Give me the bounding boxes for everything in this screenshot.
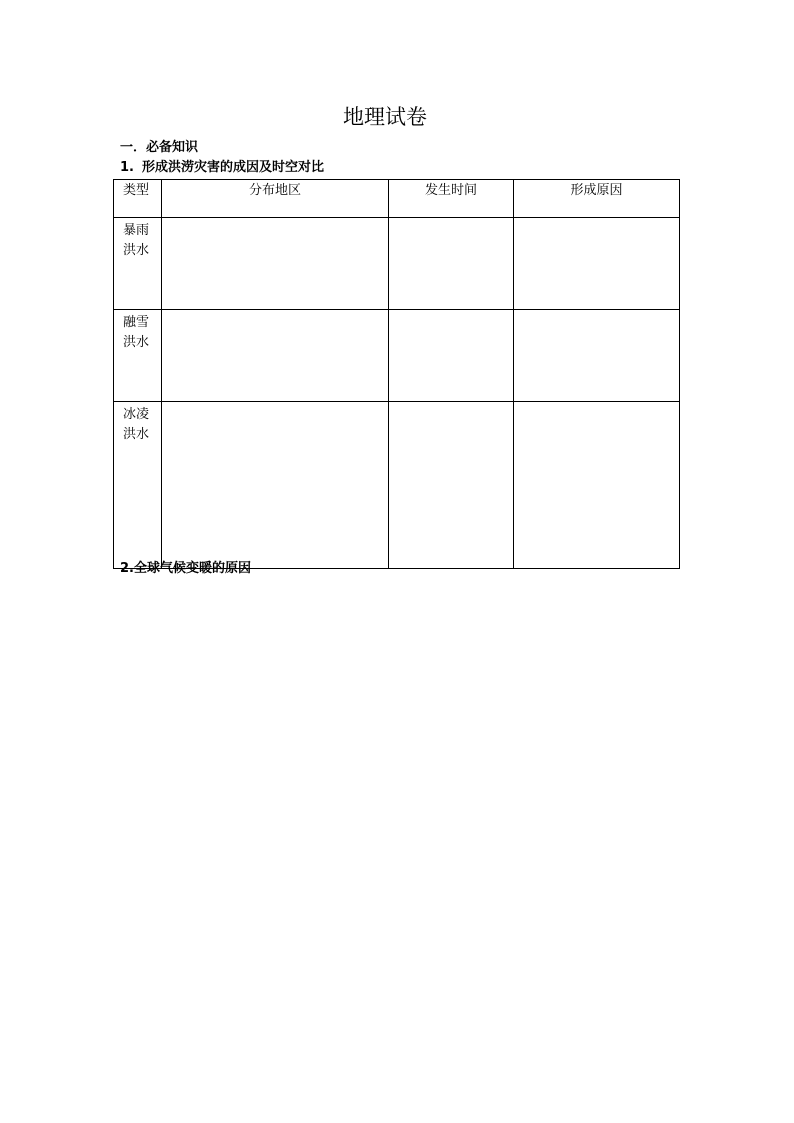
type-cell	[114, 402, 162, 569]
table-row	[114, 218, 680, 310]
header-time: 发生时间	[389, 180, 514, 218]
region-answer-cell[interactable]	[162, 218, 389, 310]
page-title: 地理试卷	[343, 105, 427, 129]
time-answer-cell[interactable]	[389, 310, 514, 402]
cause-answer-cell[interactable]	[514, 402, 680, 569]
type-label-line2: 洪水	[123, 335, 150, 350]
question-2-heading: 2.全球气候变暖的原因	[120, 561, 251, 576]
question-1-number: 1.	[120, 160, 134, 175]
header-region: 分布地区	[162, 180, 389, 218]
header-type: 类型	[114, 180, 162, 218]
time-answer-cell[interactable]	[389, 218, 514, 310]
time-answer-cell[interactable]	[389, 402, 514, 569]
flood-comparison-table	[113, 179, 680, 569]
question-1-heading	[120, 160, 324, 176]
header-cause: 形成原因	[514, 180, 680, 218]
region-answer-cell[interactable]	[162, 310, 389, 402]
cause-answer-cell[interactable]	[514, 310, 680, 402]
type-label-line2: 洪水	[123, 427, 150, 442]
question-1-text: 形成洪涝灾害的成因及时空对比	[142, 160, 325, 175]
cause-answer-cell[interactable]	[514, 218, 680, 310]
section-heading: 一．必备知识	[120, 140, 199, 155]
type-cell	[114, 218, 162, 310]
type-cell	[114, 310, 162, 402]
region-answer-cell[interactable]	[162, 402, 389, 569]
type-label-line1: 冰凌	[123, 407, 150, 422]
table-row	[114, 402, 680, 569]
table-header-row	[114, 180, 680, 218]
type-label-line2: 洪水	[123, 243, 150, 258]
table-row	[114, 310, 680, 402]
type-label-line1: 暴雨	[123, 223, 150, 238]
type-label-line1: 融雪	[123, 315, 150, 330]
